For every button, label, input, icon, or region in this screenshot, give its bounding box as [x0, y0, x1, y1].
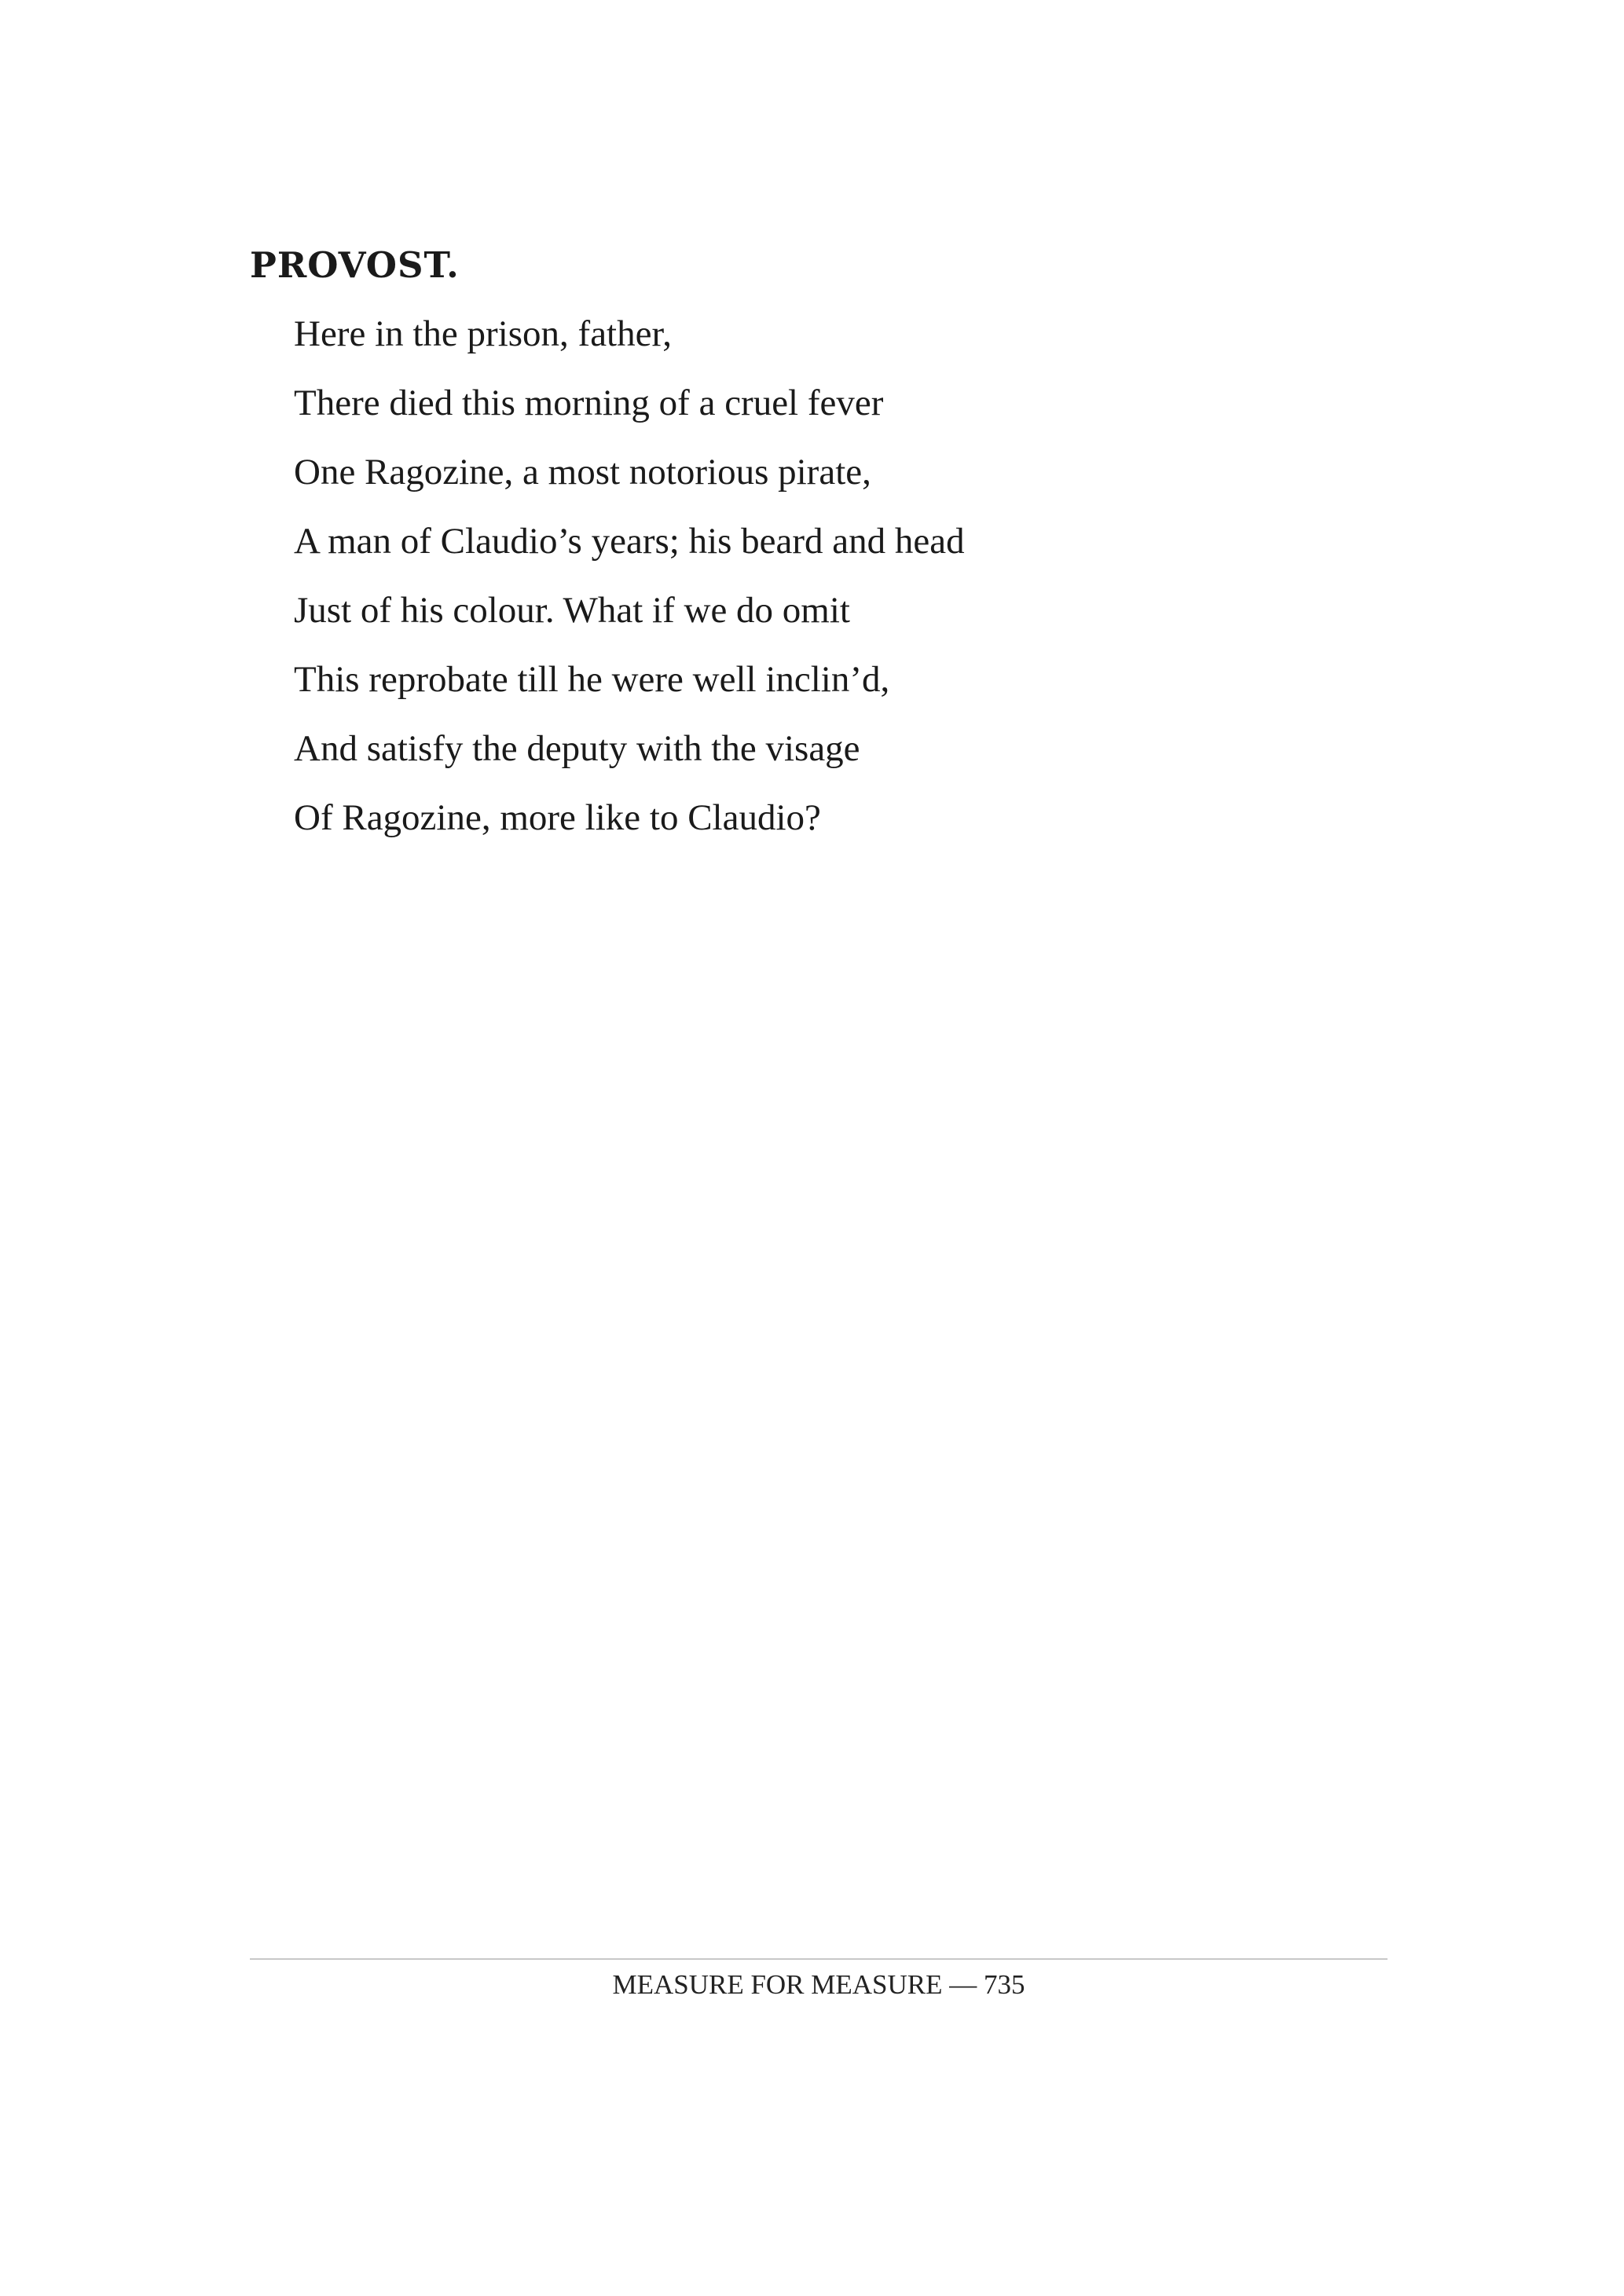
- verse-line: This reprobate till he were well inclin’d,: [294, 659, 890, 700]
- verse-block: [294, 310, 965, 863]
- running-footer: MEASURE FOR MEASURE — 735: [612, 1969, 1025, 2000]
- verse-line: Just of his colour. What if we do omit: [294, 590, 850, 631]
- verse-line: And satisfy the deputy with the visage: [294, 728, 860, 769]
- footer-divider: [250, 1958, 1388, 1960]
- verse-line: Here in the prison, father,: [294, 313, 672, 354]
- verse-line: One Ragozine, a most notorious pirate,: [294, 452, 871, 493]
- speaker-name: PROVOST.: [250, 244, 460, 286]
- verse-line: Of Ragozine, more like to Claudio?: [294, 797, 821, 838]
- verse-line: There died this morning of a cruel fever: [294, 383, 884, 423]
- verse-line: A man of Claudio’s years; his beard and head: [294, 521, 965, 562]
